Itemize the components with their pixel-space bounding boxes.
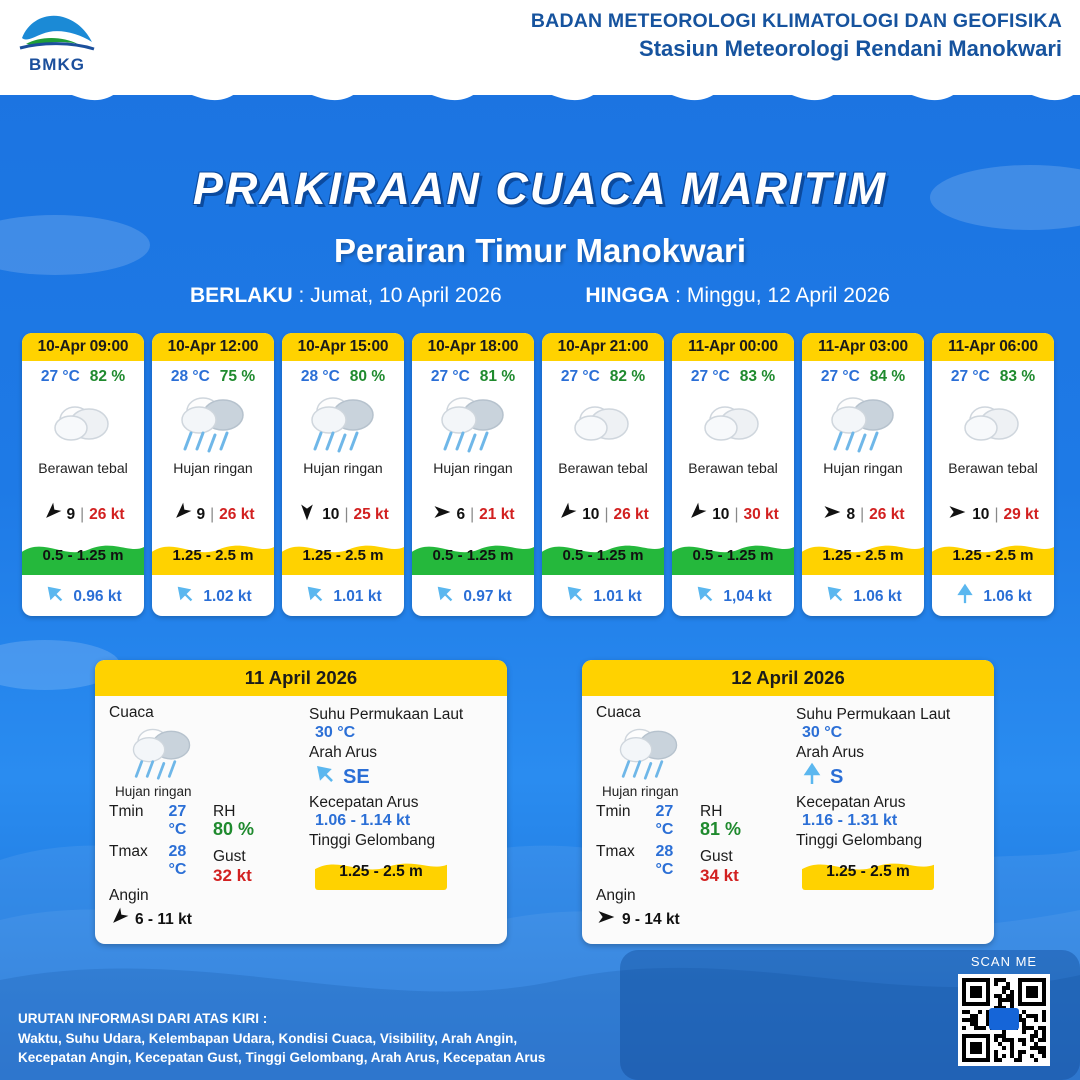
weather-icon [932, 388, 1054, 460]
tmax-value: 28 °C [655, 843, 674, 878]
humidity: 82 % [609, 368, 646, 385]
hourly-forecast-card [672, 333, 794, 616]
wind-direction-icon [432, 502, 452, 527]
rh-label: RH [213, 803, 236, 820]
gust-label: Gust [700, 848, 733, 865]
wave-height-band [802, 535, 924, 575]
wind-visibility: 9 [196, 505, 206, 523]
rain-icon [127, 723, 197, 784]
current-direction-icon [304, 583, 326, 610]
daily-forecast-list [95, 660, 995, 944]
valid-from-label: BERLAKU [190, 284, 293, 307]
forecast-time: 11-Apr 00:00 [672, 333, 794, 361]
wind-visibility: 10 [322, 505, 340, 523]
wind-visibility: 6 [456, 505, 466, 523]
bmkg-logo [12, 8, 102, 86]
rain-icon [435, 391, 511, 457]
wave-height: 1.25 - 2.5 m [172, 546, 254, 564]
wind-speed-range: 9 - 14 kt [622, 910, 680, 928]
wind-info [109, 907, 207, 932]
current-direction-icon [44, 583, 66, 610]
gust-value: 34 kt [700, 866, 739, 885]
weather-icon [672, 388, 794, 460]
hourly-forecast-card [152, 333, 274, 616]
legend-line-1: Waktu, Suhu Udara, Kelembapan Udara, Kondisi Cuaca, Visibility, Arah Angin, [18, 1030, 518, 1046]
daily-forecast-card [95, 660, 507, 944]
current-speed: 1.06 kt [983, 587, 1032, 605]
current-direction [796, 762, 980, 792]
wind-speed: 29 kt [1003, 505, 1039, 523]
wind-info [596, 907, 694, 932]
current-info [542, 583, 664, 610]
air-temperature: 28 °C [170, 368, 210, 385]
current-info [932, 583, 1054, 610]
current-speed-label: Kecepatan Arus [796, 794, 906, 811]
current-speed: 1.02 kt [203, 587, 252, 605]
humidity: 82 % [89, 368, 126, 385]
forecast-time: 10-Apr 12:00 [152, 333, 274, 361]
sst-label: Suhu Permukaan Laut [796, 706, 951, 723]
wind-direction-icon [109, 907, 129, 932]
current-direction-label: Arah Arus [796, 744, 865, 761]
rh-value: 80 % [213, 819, 255, 839]
cloudy-icon [569, 398, 637, 450]
legend-line-2: Kecepatan Angin, Kecepatan Gust, Tinggi Gelombang, Arah Arus, Kecepatan Arus [18, 1050, 546, 1066]
daily-forecast-card [582, 660, 994, 944]
wave-height-value: 1.25 - 2.5 m [826, 863, 910, 880]
hourly-forecast-card [932, 333, 1054, 616]
wind-info: 6 | 21 kt [412, 502, 534, 527]
rain-icon [825, 391, 901, 457]
current-direction-label: Arah Arus [309, 744, 378, 761]
current-direction-icon [824, 583, 846, 610]
weather-condition: Hujan ringan [433, 460, 513, 476]
rain-icon [175, 391, 251, 457]
gust-label: Gust [213, 848, 246, 865]
weather-condition: Hujan ringan [602, 784, 679, 799]
current-direction-icon [800, 762, 824, 792]
wind-speed: 30 kt [743, 505, 779, 523]
weather-icon [282, 388, 404, 460]
current-info [672, 583, 794, 610]
valid-to-label: HINGGA [585, 284, 670, 307]
wave-height: 1.25 - 2.5 m [822, 546, 904, 564]
wind-label: Angin [109, 887, 149, 904]
bmkg-logo-icon [16, 8, 98, 54]
hourly-forecast-list [22, 333, 1062, 616]
valid-to-value: Minggu, 12 April 2026 [686, 284, 890, 307]
hourly-forecast-card [542, 333, 664, 616]
tmin-label: Tmin [596, 803, 631, 820]
wind-label: Angin [596, 887, 636, 904]
wave-height-label: Tinggi Gelombang [309, 832, 436, 849]
wind-info: 10 | 26 kt [542, 502, 664, 527]
air-temperature: 27 °C [820, 368, 860, 385]
qr-section [950, 954, 1058, 1066]
rain-icon [305, 391, 381, 457]
valid-from-value: Jumat, 10 April 2026 [310, 284, 502, 307]
current-speed: 0.96 kt [73, 587, 122, 605]
wind-speed: 26 kt [613, 505, 649, 523]
cloudy-icon [49, 398, 117, 450]
weather-icon [802, 388, 924, 460]
gust-value: 32 kt [213, 866, 252, 885]
validity-period: BERLAKU : Jumat, 10 April 2026 HINGGA : Minggu, 12 April 2026 [190, 284, 890, 307]
current-speed: 1.06 kt [853, 587, 902, 605]
wave-height: 1.25 - 2.5 m [952, 546, 1034, 564]
air-temperature: 27 °C [690, 368, 730, 385]
forecast-time: 10-Apr 15:00 [282, 333, 404, 361]
weather-condition: Berawan tebal [948, 460, 1038, 476]
current-direction-icon [564, 583, 586, 610]
weather-condition: Hujan ringan [303, 460, 383, 476]
current-direction-icon [434, 583, 456, 610]
current-speed: 1.01 kt [593, 587, 642, 605]
current-direction-value: SE [343, 765, 370, 788]
weather-icon [542, 388, 664, 460]
tmin-value: 27 °C [168, 803, 187, 838]
tmax-label: Tmax [596, 843, 635, 860]
tmin-label: Tmin [109, 803, 144, 820]
wave-height-band [152, 535, 274, 575]
current-speed: 0.97 kt [463, 587, 512, 605]
weather-condition: Berawan tebal [688, 460, 778, 476]
sst-value: 30 °C [315, 724, 356, 741]
page-subtitle: Perairan Timur Manokwari [333, 232, 747, 269]
weather-icon [109, 722, 305, 784]
air-temperature: 27 °C [560, 368, 600, 385]
page-header [0, 0, 1080, 95]
forecast-time: 11-Apr 03:00 [802, 333, 924, 361]
daily-date: 12 April 2026 [582, 660, 994, 696]
daily-date: 11 April 2026 [95, 660, 507, 696]
weather-label: Cuaca [596, 704, 641, 721]
wave-height-band [315, 854, 447, 890]
current-direction-icon [694, 583, 716, 610]
tmax-label: Tmax [109, 843, 148, 860]
humidity: 81 % [479, 368, 516, 385]
wave-height-band [542, 535, 664, 575]
cloudy-icon [699, 398, 767, 450]
wind-info: 10 | 30 kt [672, 502, 794, 527]
current-direction-icon [954, 583, 976, 610]
wind-direction-icon [687, 502, 707, 527]
wave-height-band [282, 535, 404, 575]
wave-height: 0.5 - 1.25 m [692, 546, 774, 564]
station-name: Stasiun Meteorologi Rendani Manokwari [639, 36, 1062, 61]
wave-height-band [22, 535, 144, 575]
scan-me-label: SCAN ME [970, 954, 1038, 969]
weather-condition: Hujan ringan [823, 460, 903, 476]
forecast-time: 11-Apr 06:00 [932, 333, 1054, 361]
forecast-time: 10-Apr 21:00 [542, 333, 664, 361]
wind-speed: 26 kt [219, 505, 255, 523]
weather-condition: Berawan tebal [558, 460, 648, 476]
weather-icon [412, 388, 534, 460]
weather-icon [596, 722, 792, 784]
wind-direction-icon [42, 502, 62, 527]
current-speed-value: 1.06 - 1.14 kt [315, 812, 411, 829]
rh-label: RH [700, 803, 723, 820]
wind-info: 9 | 26 kt [22, 502, 144, 527]
sst-value: 30 °C [802, 724, 843, 741]
wind-info: 8 | 26 kt [802, 502, 924, 527]
legend-note [18, 1009, 638, 1068]
air-temperature: 27 °C [430, 368, 470, 385]
wind-direction-icon [822, 502, 842, 527]
current-speed-value: 1.16 - 1.31 kt [802, 812, 898, 829]
current-info [802, 583, 924, 610]
wave-height-band [672, 535, 794, 575]
agency-name: BADAN METEOROLOGI KLIMATOLOGI DAN GEOFISIKA [530, 10, 1062, 32]
tmin-value: 27 °C [655, 803, 674, 838]
wind-speed: 25 kt [353, 505, 389, 523]
weather-condition: Hujan ringan [115, 784, 192, 799]
weather-label: Cuaca [109, 704, 154, 721]
rh-value: 81 % [700, 819, 742, 839]
hourly-forecast-card [802, 333, 924, 616]
bmkg-logo-text: BMKG [29, 55, 85, 74]
current-direction [309, 762, 493, 792]
current-direction-value: S [830, 765, 844, 788]
wind-visibility: 8 [846, 505, 856, 523]
wind-visibility: 10 [712, 505, 730, 523]
qr-code[interactable] [958, 974, 1050, 1066]
sst-label: Suhu Permukaan Laut [309, 706, 464, 723]
weather-condition: Hujan ringan [173, 460, 253, 476]
hourly-forecast-card [412, 333, 534, 616]
qr-center-logo [989, 1008, 1019, 1030]
wind-direction-icon [297, 502, 317, 527]
current-info [282, 583, 404, 610]
current-direction-icon [313, 762, 337, 792]
wind-direction-icon [947, 502, 967, 527]
humidity: 80 % [349, 368, 386, 385]
wave-height-band [932, 535, 1054, 575]
wind-direction-icon [172, 502, 192, 527]
humidity: 83 % [999, 368, 1036, 385]
header-titles [531, 10, 1062, 62]
legend-title: URUTAN INFORMASI DARI ATAS KIRI : [18, 1011, 268, 1027]
current-speed-label: Kecepatan Arus [309, 794, 419, 811]
wave-height-label: Tinggi Gelombang [796, 832, 923, 849]
rain-icon [614, 723, 684, 784]
wind-visibility: 9 [66, 505, 76, 523]
wave-height-band [412, 535, 534, 575]
humidity: 75 % [219, 368, 256, 385]
hourly-forecast-card [22, 333, 144, 616]
current-direction-icon [174, 583, 196, 610]
wind-speed: 26 kt [89, 505, 125, 523]
current-speed: 1,04 kt [723, 587, 772, 605]
wave-height-band [802, 854, 934, 890]
wind-speed-range: 6 - 11 kt [135, 910, 192, 928]
current-info [152, 583, 274, 610]
weather-icon [152, 388, 274, 460]
wave-height: 0.5 - 1.25 m [562, 546, 644, 564]
wave-height: 1.25 - 2.5 m [302, 546, 384, 564]
air-temperature: 28 °C [300, 368, 340, 385]
wave-height-value: 1.25 - 2.5 m [339, 863, 423, 880]
current-speed: 1.01 kt [333, 587, 382, 605]
hourly-forecast-card [282, 333, 404, 616]
wind-info: 10 | 29 kt [932, 502, 1054, 527]
weather-condition: Berawan tebal [38, 460, 128, 476]
wave-height: 0.5 - 1.25 m [42, 546, 124, 564]
humidity: 83 % [739, 368, 776, 385]
wind-visibility: 10 [582, 505, 600, 523]
wind-direction-icon [596, 907, 616, 932]
wave-height: 0.5 - 1.25 m [432, 546, 514, 564]
forecast-time: 10-Apr 18:00 [412, 333, 534, 361]
wind-info: 9 | 26 kt [152, 502, 274, 527]
wind-direction-icon [557, 502, 577, 527]
current-info [412, 583, 534, 610]
wind-speed: 21 kt [479, 505, 515, 523]
page-title: PRAKIRAAN CUACA MARITIM [192, 163, 888, 214]
cloudy-icon [959, 398, 1027, 450]
humidity: 84 % [869, 368, 906, 385]
current-info [22, 583, 144, 610]
air-temperature: 27 °C [40, 368, 80, 385]
wind-info: 10 | 25 kt [282, 502, 404, 527]
wind-visibility: 10 [972, 505, 990, 523]
forecast-time: 10-Apr 09:00 [22, 333, 144, 361]
weather-icon [22, 388, 144, 460]
air-temperature: 27 °C [950, 368, 990, 385]
wind-speed: 26 kt [869, 505, 905, 523]
tmax-value: 28 °C [168, 843, 187, 878]
